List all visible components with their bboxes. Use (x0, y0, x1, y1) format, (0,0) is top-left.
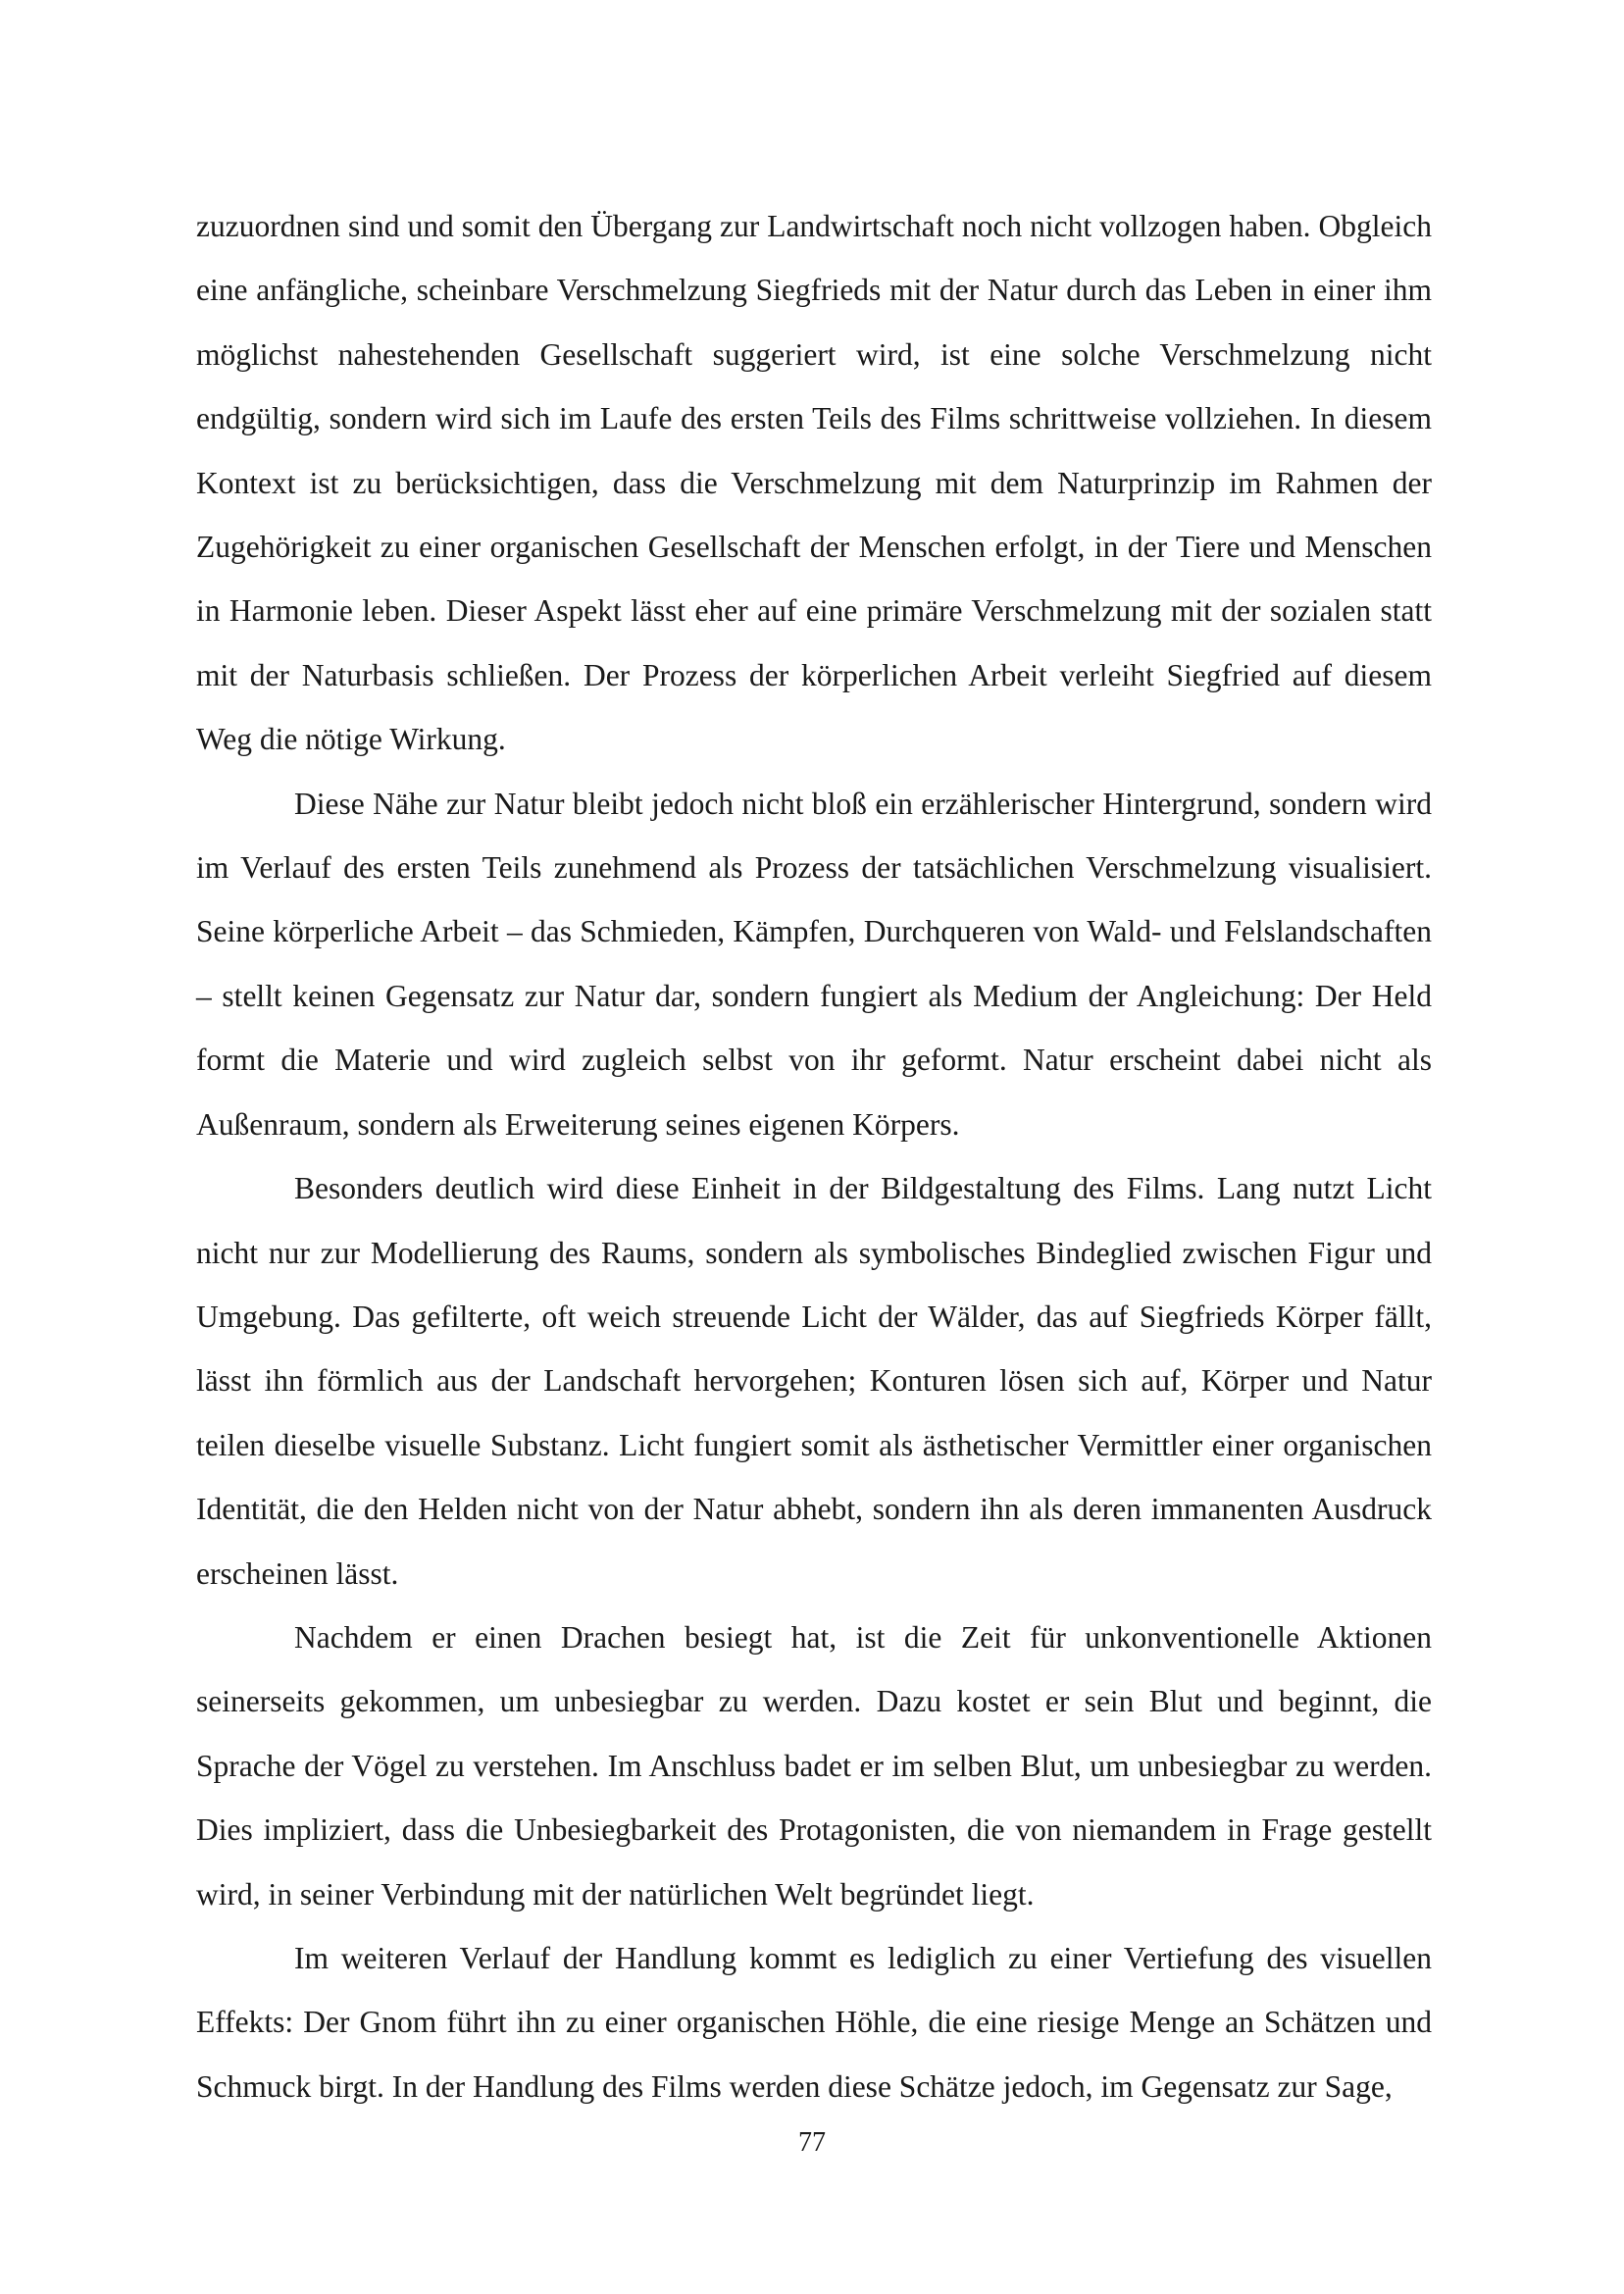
page-number: 77 (798, 2127, 826, 2158)
paragraph-4: Nachdem er einen Drachen besiegt hat, ist die Zeit für unkonventionelle Aktionen seinerseits gekommen, um unbesiegbar zu werden. Dazu kostet er sein Blut und beginnt, die Sprache der Vögel zu verstehen. Im Anschluss badet er im selben Blut, um unbesiegbar zu werden. Dies impliziert, dass die Unbesiegbarkeit des Protagonisten, die von niemandem in Frage gestellt wird, in seiner Verbindung mit der natürlichen Welt begründet liegt. (196, 1619, 1432, 1912)
paragraph-2: Diese Nähe zur Natur bleibt jedoch nicht bloß ein erzählerischer Hintergrund, sondern wird im Verlauf des ersten Teils zunehmend als Prozess der tatsächlichen Verschmelzung visualisiert. Seine körperliche Arbeit – das Schmieden, Kämpfen, Durchqueren von Wald- und Felslandschaften – stellt keinen Gegensatz zur Natur dar, sondern fungiert als Medium der Angleichung: Der Held formt die Materie und wird zugleich selbst von ihr geformt. Natur erscheint dabei nicht als Außenraum, sondern als Erweiterung seines eigenen Körpers. (196, 786, 1432, 1142)
paragraph-1: zuzuordnen sind und somit den Übergang zur Landwirtschaft noch nicht vollzogen haben. Obgleich eine anfängliche, scheinbare Verschmelzung Siegfrieds mit der Natur durch das Leben in einer ihm möglichst nahestehenden Gesellschaft suggeriert wird, ist eine solche Verschmelzung nicht endgültig, sondern wird sich im Laufe des ersten Teils des Films schrittweise vollziehen. In diesem Kontext ist zu berücksichtigen, dass die Verschmelzung mit dem Naturprinzip im Rahmen der Zugehörigkeit zu einer organischen Gesellschaft der Menschen erfolgt, in der Tiere und Menschen in Harmonie leben. Dieser Aspekt lässt eher auf eine primäre Verschmelzung mit der sozialen statt mit der Naturbasis schließen. Der Prozess der körperlichen Arbeit verleiht Siegfried auf diesem Weg die nötige Wirkung. (196, 209, 1432, 757)
body-text (196, 194, 1432, 2118)
paragraph-5: Im weiteren Verlauf der Handlung kommt es lediglich zu einer Vertiefung des visuellen Effekts: Der Gnom führt ihn zu einer organischen Höhle, die eine riesige Menge an Schätzen und Schmuck birgt. In der Handlung des Films werden diese Schätze jedoch, im Gegensatz zur Sage, (196, 1940, 1432, 2104)
paragraph-3: Besonders deutlich wird diese Einheit in der Bildgestaltung des Films. Lang nutzt Licht nicht nur zur Modellierung des Raums, sondern als symbolisches Bindeglied zwischen Figur und Umgebung. Das gefilterte, oft weich streuende Licht der Wälder, das auf Siegfrieds Körper fällt, lässt ihn förmlich aus der Landschaft hervorgehen; Konturen lösen sich auf, Körper und Natur teilen dieselbe visuelle Substanz. Licht fungiert somit als ästhetischer Vermittler einer organischen Identität, die den Helden nicht von der Natur abhebt, sondern ihn als deren immanenten Ausdruck erscheinen lässt. (196, 1171, 1432, 1591)
